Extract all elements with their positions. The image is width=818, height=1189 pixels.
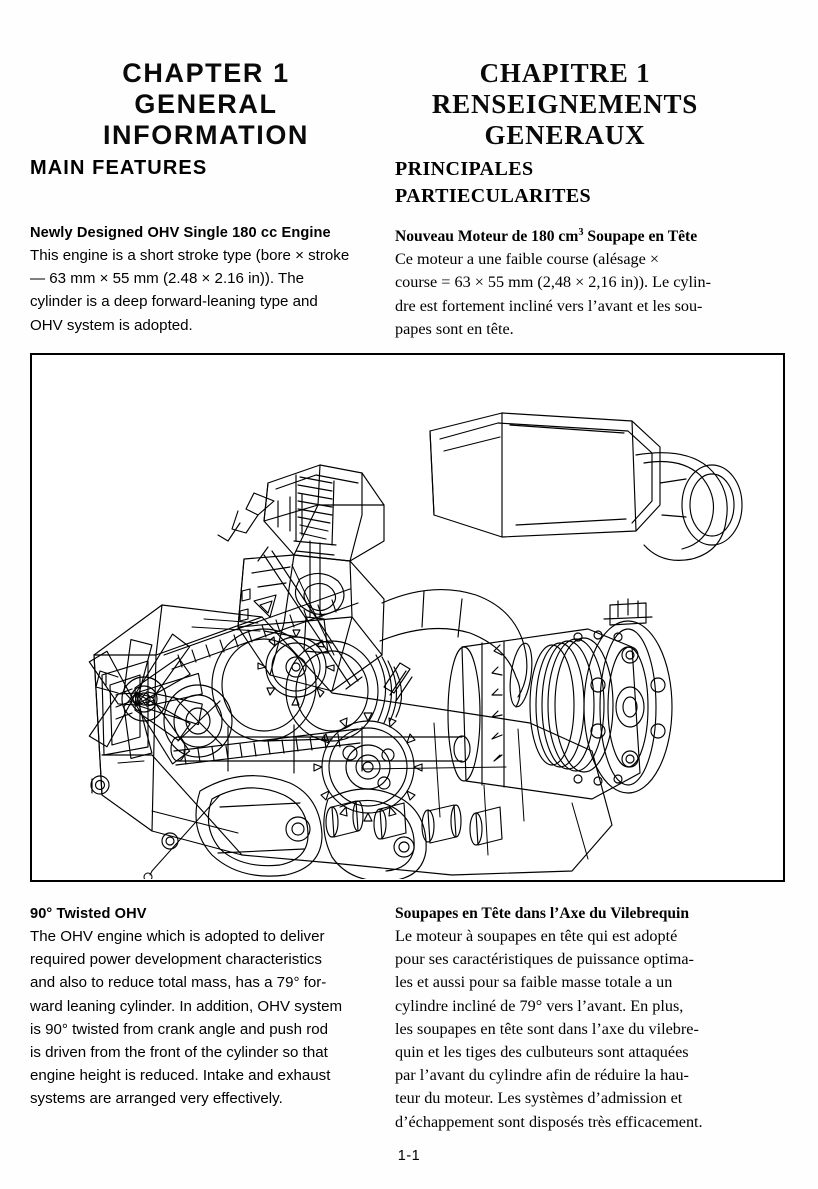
body-line: Le moteur à soupapes en tête qui est adopté [395, 927, 678, 945]
body-line: OHV system is adopted. [30, 316, 193, 334]
subheading-french-top-prefix: Nouveau Moteur de 180 cm [395, 228, 579, 246]
top-block-french [395, 222, 735, 341]
top-block-english [30, 222, 382, 337]
lower-housings [196, 776, 426, 879]
chapter-title-line-1: CHAPITRE 1 [479, 58, 651, 88]
body-line: systems are arranged very effectively. [30, 1090, 283, 1108]
body-line: dre est fortement incliné vers l’avant et les sou- [395, 296, 703, 315]
body-line: les soupapes en tête sont dans l’axe du vilebre- [395, 1019, 699, 1038]
body-english-top [30, 244, 382, 337]
body-line: les et aussi pour sa faible masse totale a un [395, 973, 673, 992]
subheading-french-top-suffix: Soupape en Tête [583, 228, 698, 246]
body-english-bottom [30, 925, 382, 1111]
body-french-bottom [395, 925, 735, 1134]
subheading-french-top [395, 222, 735, 248]
body-french-top [395, 248, 735, 341]
body-line: This engine is a short stroke type (bore × stroke [30, 247, 350, 264]
body-line: and also to reduce total mass, has a 79° for- [30, 974, 327, 992]
subheading-french-top-superscript: 3 [578, 227, 584, 238]
body-line: ward leaning cylinder. In addition, OHV system [30, 997, 343, 1015]
body-line: is 90° twisted from crank angle and push rod [30, 1020, 329, 1038]
chapter-title-english [30, 58, 382, 151]
chapter-title-line-2: GENERAL [134, 89, 278, 119]
body-line: required power development characteristics [30, 951, 322, 969]
chapter-title-french [395, 58, 735, 151]
body-line: Ce moteur a une faible course (alésage × [395, 250, 659, 269]
body-line: cylindre incliné de 79° vers l’avant. En plus, [395, 996, 684, 1015]
body-line: engine height is reduced. Intake and exhaust [30, 1067, 331, 1085]
crankshaft-assembly [164, 629, 470, 773]
body-line: d’échappement sont disposés très efficacement. [395, 1112, 703, 1131]
body-line: cylinder is a deep forward-leaning type and [30, 293, 318, 311]
chapter-title-line-3: GENERAUX [484, 120, 646, 150]
body-line: papes sont en tête. [395, 319, 514, 338]
body-line: teur du moteur. Les systèmes d’admission et [395, 1089, 683, 1108]
bottom-block-french [395, 903, 735, 1134]
cylinder-head-cover [264, 465, 384, 561]
section-heading-french [395, 156, 735, 210]
body-line: par l’avant du cylindre afin de réduire la hau- [395, 1066, 689, 1085]
body-line: course = 63 × 55 mm (2,48 × 2,16 in)). Le cylin- [395, 273, 712, 292]
bottom-block-english [30, 903, 382, 1111]
body-line: pour ses caractéristiques de puissance optima- [395, 950, 694, 969]
section-heading-english: MAIN FEATURES [30, 157, 208, 179]
engine-cutaway-svg [32, 355, 782, 879]
clutch-assembly [448, 599, 672, 799]
body-line: The OHV engine which is adopted to deliver [30, 928, 325, 945]
engine-cutaway-illustration [30, 353, 785, 882]
section-heading-line-1: PRINCIPALES [395, 158, 534, 180]
body-line: — 63 mm × 55 mm (2.48 × 2.16 in)). The [30, 270, 305, 288]
subheading-english-top: Newly Designed OHV Single 180 cc Engine [30, 225, 331, 241]
chapter-title-line-1: CHAPTER 1 [122, 58, 290, 88]
subheading-english-bottom: 90° Twisted OHV [30, 906, 147, 922]
chapter-title-line-3: INFORMATION [102, 120, 310, 150]
airbox-assembly [430, 413, 742, 560]
body-line: is driven from the front of the cylinder so that [30, 1044, 328, 1062]
page-number: 1-1 [397, 1148, 421, 1164]
chapter-title-line-2: RENSEIGNEMENTS [431, 89, 699, 119]
section-heading-line-2: PARTIECULARITES [395, 185, 592, 207]
transmission-gears [258, 630, 422, 821]
body-line: quin et les tiges des culbuteurs sont attaquées [395, 1043, 689, 1062]
subheading-french-bottom: Soupapes en Tête dans l’Axe du Vilebrequin [395, 905, 690, 922]
